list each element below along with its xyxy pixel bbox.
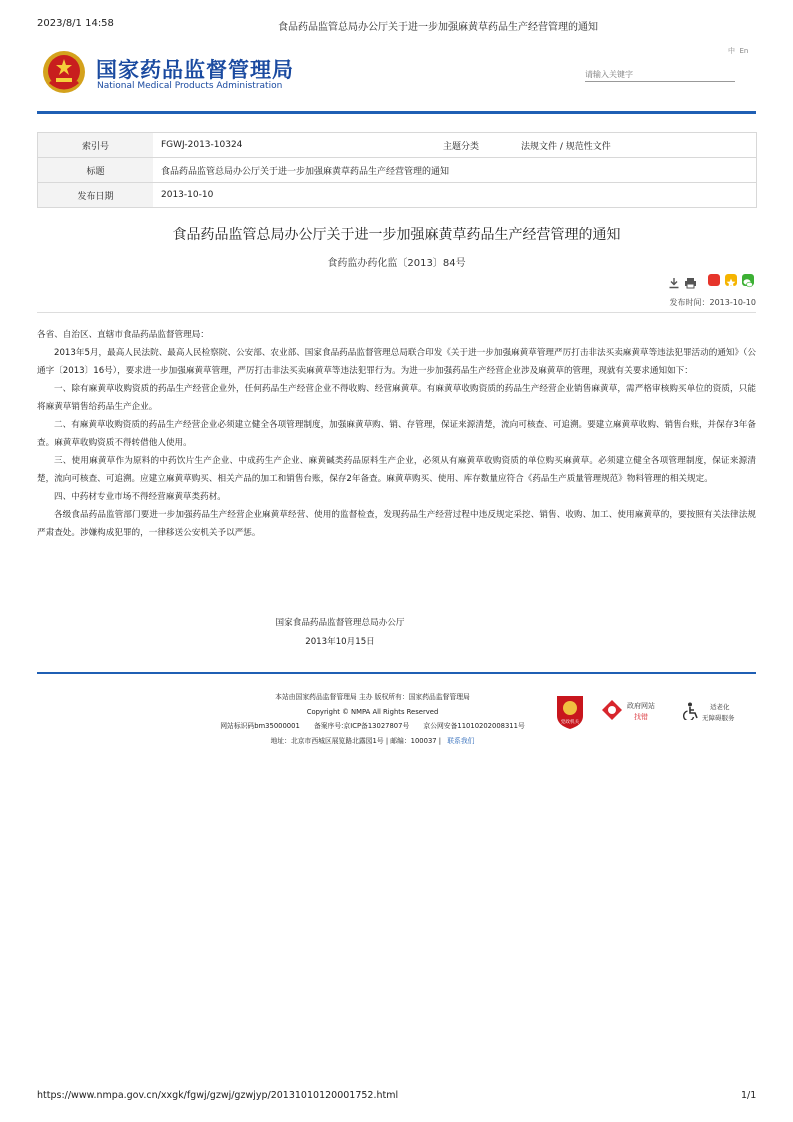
doc-number: 食药监办药化监〔2013〕84号 bbox=[327, 258, 466, 269]
print-url: https://www.nmpa.gov.cn/xxgk/fgwj/gzwj/gzwjyp/20131010120001752.html bbox=[37, 1090, 399, 1101]
signer: 国家食品药品监督管理总局办公厅 bbox=[275, 618, 405, 628]
paragraph: 三、使用麻黄草作为原料的中药饮片生产企业、中成药生产企业、麻黄碱类药品原料生产企业，必须从有麻黄草收购资质的单位购买麻黄草。必须建立健全各项管理制度，保证来源清楚，流向可核查、可追溯。应建立麻黄草购买、相关产品的加工和销售台账，保存2年备查。麻黄草购买、使用、库存数量应符合《药品生产质量管理规范》物料管理的相关规定。 bbox=[37, 456, 756, 484]
contact-us-link[interactable]: 联系我们 bbox=[447, 736, 475, 745]
footer-divider bbox=[37, 672, 756, 674]
publish-time: 发布时间：2013-10-10 bbox=[669, 298, 756, 307]
print-datetime: 2023/8/1 14:58 bbox=[37, 18, 114, 29]
accessible-service-label[interactable]: 无障碍服务 bbox=[702, 714, 735, 722]
footer-copyright-en: Copyright © NMPA All Rights Reserved bbox=[306, 707, 439, 716]
paragraph: 2013年5月，最高人民法院、最高人民检察院、公安部、农业部、国家食品药品监督管理总局联合印发《关于进一步加强麻黄草管理严厉打击非法买卖麻黄草等违法犯罪活动的通知》（公通字〔2013〕16号），要求进一步加强麻黄草管理，严厉打击非法买卖麻黄草等违法犯罪行为。为进一步加强药品生产经营企业涉及麻黄草的管理，现就有关要求通知如下： bbox=[37, 348, 756, 376]
meta-table bbox=[37, 132, 757, 208]
wechat-share-icon[interactable] bbox=[742, 274, 754, 286]
paragraph: 一、除有麻黄草收购资质的药品生产经营企业外，任何药品生产经营企业不得收购、经营麻黄草。有麻黄草收购资质的药品生产经营企业销售麻黄草，需严格审核购买单位的资质，只能将麻黄草销售给药品生产企业。 bbox=[37, 384, 756, 412]
index-value: FGWJ-2013-10324 bbox=[153, 133, 421, 158]
search-input[interactable] bbox=[585, 67, 735, 82]
accessibility-icon[interactable] bbox=[683, 702, 699, 720]
category-label: 主题分类 bbox=[421, 133, 501, 158]
sign-date: 2013年10月15日 bbox=[305, 637, 375, 647]
paragraph: 二、有麻黄草收购资质的药品生产经营企业必须建立健全各项管理制度，加强麻黄草购、销、存管理，保证来源清楚，流向可核查、可追溯。要建立麻黄草收购、销售台账，并保存3年备查。麻黄草收购资质不得转借他人使用。 bbox=[37, 420, 756, 448]
party-gov-badge[interactable] bbox=[555, 694, 585, 730]
print-icon[interactable] bbox=[684, 274, 697, 286]
print-page-title: 食品药品监管总局办公厅关于进一步加强麻黄草药品生产经营管理的通知 bbox=[278, 22, 598, 33]
qzone-share-icon[interactable] bbox=[725, 274, 737, 286]
article-title: 食品药品监管总局办公厅关于进一步加强麻黄草药品生产经营管理的通知 bbox=[172, 227, 621, 243]
title-label: 标题 bbox=[38, 158, 153, 183]
site-name-en: National Medical Products Administration bbox=[97, 81, 283, 91]
category-value: 法规文件 / 规范性文件 bbox=[501, 133, 756, 158]
article-body bbox=[37, 326, 756, 542]
gov-site-label[interactable]: 政府网站 bbox=[627, 702, 655, 710]
header-divider bbox=[37, 111, 756, 114]
date-label: 发布日期 bbox=[38, 183, 153, 208]
gov-site-error-icon[interactable] bbox=[601, 699, 623, 721]
lang-en-link[interactable]: En bbox=[739, 47, 749, 55]
salutation: 各省、自治区、直辖市食品药品监督管理局： bbox=[37, 330, 209, 340]
footer-icp[interactable]: 备案序号:京ICP备13027807号 bbox=[313, 722, 410, 730]
lang-zh-link[interactable]: 中 bbox=[728, 47, 735, 55]
footer-copyright-line: 本站由国家药品监督管理局 主办 版权所有：国家药品监督管理局 bbox=[275, 693, 470, 701]
party-badge-text: 党政机关 bbox=[560, 720, 580, 725]
national-emblem-icon bbox=[42, 50, 86, 94]
paragraph: 各级食品药品监管部门要进一步加强药品生产经营企业麻黄草经营、使用的监督检查，发现药品生产经营过程中违反规定采挖、销售、收购、加工、使用麻黄草的，要按照有关法律法规严肃查处。涉嫌构成犯罪的，一律移送公安机关予以严惩。 bbox=[37, 510, 756, 538]
gov-find-error-label[interactable]: 找错 bbox=[634, 713, 648, 721]
footer-info bbox=[205, 690, 540, 748]
download-icon[interactable] bbox=[668, 274, 680, 286]
content-divider bbox=[37, 312, 756, 313]
title-value: 食品药品监管总局办公厅关于进一步加强麻黄草药品生产经营管理的通知 bbox=[153, 158, 756, 183]
weibo-share-icon[interactable] bbox=[708, 274, 720, 286]
footer-police[interactable]: 京公网安备11010202008311号 bbox=[423, 722, 525, 730]
paragraph: 四、中药材专业市场不得经营麻黄草类药材。 bbox=[54, 492, 226, 502]
footer-site-id: 网站标识码bm35000001 bbox=[220, 722, 300, 730]
footer-address: 地址：北京市西城区展览路北露园1号 | 邮编：100037 | bbox=[270, 736, 442, 745]
print-page-number: 1/1 bbox=[741, 1090, 757, 1101]
site-name-cn[interactable]: 国家药品监督管理局 bbox=[96, 58, 294, 82]
date-value: 2013-10-10 bbox=[153, 183, 756, 208]
elderly-label[interactable]: 适老化 bbox=[710, 703, 730, 711]
index-label: 索引号 bbox=[38, 133, 153, 158]
